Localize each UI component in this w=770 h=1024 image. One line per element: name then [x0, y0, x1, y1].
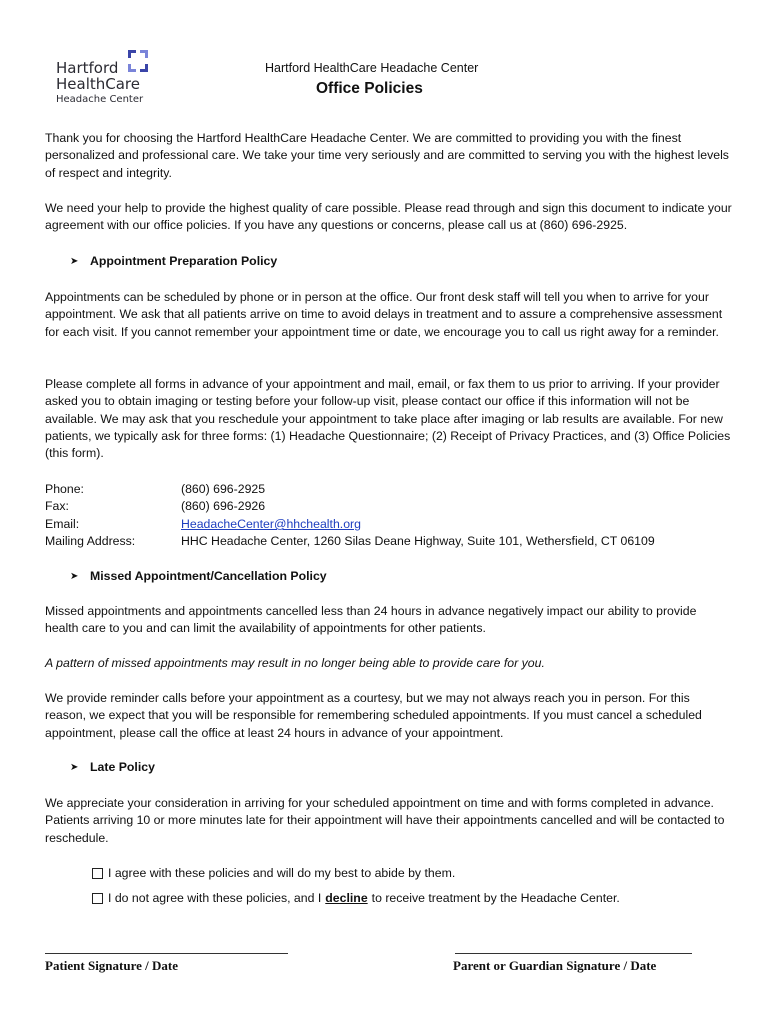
appointment-paragraph-2: Please complete all forms in advance of your appointment and mail, email, or fax them to us prior to arriving. If your provider asked you to obtain imaging or testing before your follow-up visit, please contact our office if this information will not be available. We may ask that you reschedule your appointment to take place after imaging or lab results are available. For new patients, we typically ask for three forms: (1) Headache Questionnaire; (2) Receipt of Privacy Practices, and (3) Office Policies (this form).	[45, 377, 731, 461]
logo	[56, 46, 176, 112]
agree-option[interactable]	[92, 866, 455, 880]
late-policy-heading-text: Late Policy	[90, 760, 155, 774]
bullet-arrow-icon: ➤	[70, 761, 79, 773]
logo-line-headache-center: Headache Center	[56, 94, 144, 105]
logo-line-healthcare: HealthCare	[56, 75, 140, 93]
email-label: Email:	[45, 517, 80, 531]
logo-line-hartford: Hartford	[56, 59, 119, 77]
appointment-paragraph-1: Appointments can be scheduled by phone or in person at the office. Our front desk staff will tell you when to arrive for your appointment. We ask that all patients arrive on time to avoid delays in treatment and to assure a comprehensive assessment for each visit. If you cannot remember your appointment time or date, we encourage you to call us right away for a reminder.	[45, 290, 723, 339]
phone-label: Phone:	[45, 482, 84, 496]
agree-checkbox[interactable]	[92, 868, 103, 879]
mailing-address-label: Mailing Address:	[45, 534, 136, 548]
email-link[interactable]: HeadacheCenter@hhchealth.org	[181, 517, 361, 531]
hhc-logo-mark-icon	[126, 48, 150, 74]
bullet-arrow-icon: ➤	[70, 255, 79, 267]
fax-value: (860) 696-2926	[181, 499, 266, 513]
agree-label: I agree with these policies and will do my best to abide by them.	[108, 866, 456, 880]
guardian-signature-line[interactable]	[455, 953, 692, 954]
guardian-signature-label: Parent or Guardian Signature / Date	[453, 958, 657, 973]
mailing-address-value: HHC Headache Center, 1260 Silas Deane Highway, Suite 101, Wethersfield, CT 06109	[181, 534, 655, 548]
patient-signature-line[interactable]	[45, 953, 288, 954]
phone-value: (860) 696-2925	[181, 482, 266, 496]
missed-paragraph-2: A pattern of missed appointments may result in no longer being able to provide care for you.	[45, 656, 545, 670]
missed-policy-heading-text: Missed Appointment/Cancellation Policy	[90, 569, 327, 583]
decline-label-after: to receive treatment by the Headache Center.	[371, 891, 620, 905]
patient-signature-label: Patient Signature / Date	[45, 958, 178, 973]
page-title: Office Policies	[316, 80, 423, 97]
decline-checkbox[interactable]	[92, 893, 103, 904]
header-subtitle: Hartford HealthCare Headache Center	[265, 61, 479, 75]
missed-paragraph-1: Missed appointments and appointments cancelled less than 24 hours in advance negatively impact our ability to provide health care to you and can limit the availability of appointments for other patients.	[45, 604, 697, 636]
bullet-arrow-icon: ➤	[70, 570, 79, 582]
appointment-policy-heading	[70, 254, 277, 268]
intro-paragraph-2: We need your help to provide the highest quality of care possible. Please read through and sign this document to indicate your agreement with our office policies. If you have any questions or concerns, please call us at (860) 696-2925.	[45, 201, 732, 233]
missed-paragraph-3: We provide reminder calls before your appointment as a courtesy, but we may not always reach you in person. For this reason, we expect that you will be responsible for remembering scheduled appointments. If you must cancel a scheduled appointment, please call the office at least 24 hours in advance of your appointment.	[45, 691, 702, 740]
late-policy-heading	[70, 760, 155, 774]
fax-label: Fax:	[45, 499, 69, 513]
intro-paragraph-1: Thank you for choosing the Hartford HealthCare Headache Center. We are committed to providing you with the finest personalized and professional care. We take your time very seriously and are committed to serving you with the highest levels of respect and integrity.	[45, 131, 729, 180]
appointment-policy-heading-text: Appointment Preparation Policy	[90, 254, 278, 268]
decline-word: decline	[325, 891, 368, 905]
decline-label-before: I do not agree with these policies, and I	[108, 891, 322, 905]
late-paragraph-1: We appreciate your consideration in arriving for your scheduled appointment on time and with forms completed in advance. Patients arriving 10 or more minutes late for their appointment will have their appointments cancelled and will be contacted to reschedule.	[45, 796, 725, 845]
decline-option[interactable]	[92, 891, 620, 905]
missed-policy-heading	[70, 569, 327, 583]
